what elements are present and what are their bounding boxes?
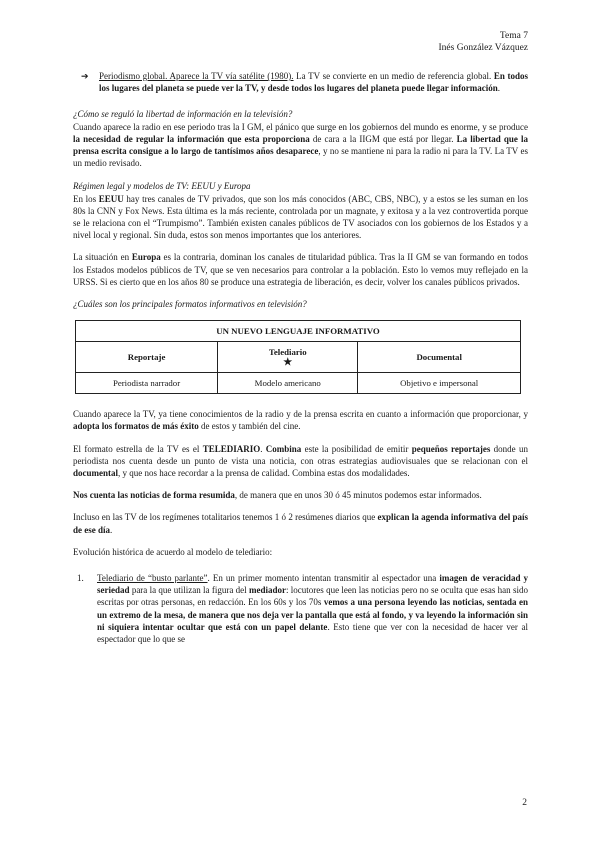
paragraph: Nos cuenta las noticias de forma resumida, de manera que en unos 30 ó 45 minutos podemos estar informados. (73, 490, 482, 501)
formats-table (75, 320, 521, 394)
paragraph: Incluso en las TV de los regímenes totalitarios tenemos 1 ó 2 resúmenes diarios que explican la agenda informativa del país de ese día. (73, 512, 528, 535)
section-heading: Régimen legal y modelos de TV: EEUU y Europa (73, 181, 251, 192)
section-heading: ¿Cuáles son los principales formatos informativos en televisión? (73, 299, 307, 310)
paragraph: En los EEUU hay tres canales de TV privados, que son los más conocidos (ABC, CBS, NBC), y a estos se les suman en los 80s la CNN y Fox News. Esta última es la más reciente, controlada por un magnate, y exitosa y a la vez controvertida porque se le relaciona con el “Trumpismo”. También existen canales públicos de TV asociados con los gobiernos de los Estados y a nivel local y regional. Sin duda, estos son menos importantes que los anteriores. (73, 193, 528, 241)
header-topic: Tema 7 (499, 31, 528, 41)
list-number: 1. (77, 573, 84, 584)
paragraph: Evolución histórica de acuerdo al modelo de telediario: (73, 546, 273, 557)
paragraph: Cuando aparece la radio en ese periodo tras la I GM, el pánico que surge en los gobiernos del mundo es enorme, y se produce la necesidad de regular la información que esta proporciona de cara a la IIGM que está por llegar. La libertad que la prensa escrita consigue a lo largo de tantísimos años desaparece, y no se mantiene ni para la radio ni para la TV. La TV es un medio revisado. (73, 121, 529, 169)
table-cell: Modelo americano (218, 373, 358, 394)
page-header (439, 30, 529, 54)
bullet-title: Periodismo global. Aparece la TV vía satélite (1980). (99, 71, 294, 81)
page-number: 2 (522, 798, 527, 808)
table-cell: Objetivo e impersonal (358, 373, 521, 394)
numbered-list-item: 1. Telediario de “busto parlante”. En un primer momento intentan transmitir al espectador una imagen de veracidad y seriedad para la que utilizan la figura del mediador: locutores que leen las noticias pero no se oculta que esas han sido escritas por otras personas, en redacción. En los 60s y los 70s vemos a una persona leyendo las noticias, sentada en un extremo de la mesa, de manera que nos deja ver la pantalla que está al fondo, y va leyendo la información sin ni siquiera intentar ocultar que está con un papel delante. Esto tiene que ver con la necesidad de hacer ver al espectador que lo que se (77, 573, 529, 645)
table-header-cell: Reportaje (76, 342, 218, 373)
header-author: Inés González Vázquez (438, 43, 528, 53)
document-body (73, 70, 528, 645)
arrow-bullet-item: ➔ Periodismo global. Aparece la TV vía satélite (1980). La TV se convierte en un medio de referencia global. En todos los lugares del planeta se puede ver la TV, y desde todos los lugares del planeta puede llegar información. (81, 71, 528, 94)
table-header-cell: Documental (358, 342, 521, 373)
paragraph: La situación en Europa es la contraria, dominan los canales de titularidad pública. Tras la II GM se van formando en todos los Estados modelos públicos de TV, que se ven necesarios para controlar a la población. Esto lo vemos muy reflejado en la URSS. Si es cierto que en los años 80 se produce una estrategia de liberación, es decir, volver los canales públicos privados. (73, 252, 528, 287)
arrow-icon: ➔ (81, 71, 89, 81)
table-cell: Periodista narrador (76, 373, 218, 394)
table-title: UN NUEVO LENGUAJE INFORMATIVO (76, 321, 521, 342)
star-icon: ★ (283, 357, 293, 369)
paragraph: El formato estrella de la TV es el TELEDIARIO. Combina este la posibilidad de emitir pequeños reportajes donde un periodista nos cuenta desde un punto de vista una noticia, con otras estrategias audiovisuales que se relacionan con el documental, y que nos hace recordar a la prensa de calidad. Combina estas dos modalidades. (73, 443, 528, 479)
table-header-cell: Telediario ★ (218, 342, 358, 373)
paragraph: Cuando aparece la TV, ya tiene conocimientos de la radio y de la prensa escrita en cuanto a información que proporcionar, y adopta los formatos de más éxito de estos y también del cine. (73, 409, 528, 432)
section-heading: ¿Cómo se reguló la libertad de información en la televisión? (73, 109, 293, 120)
